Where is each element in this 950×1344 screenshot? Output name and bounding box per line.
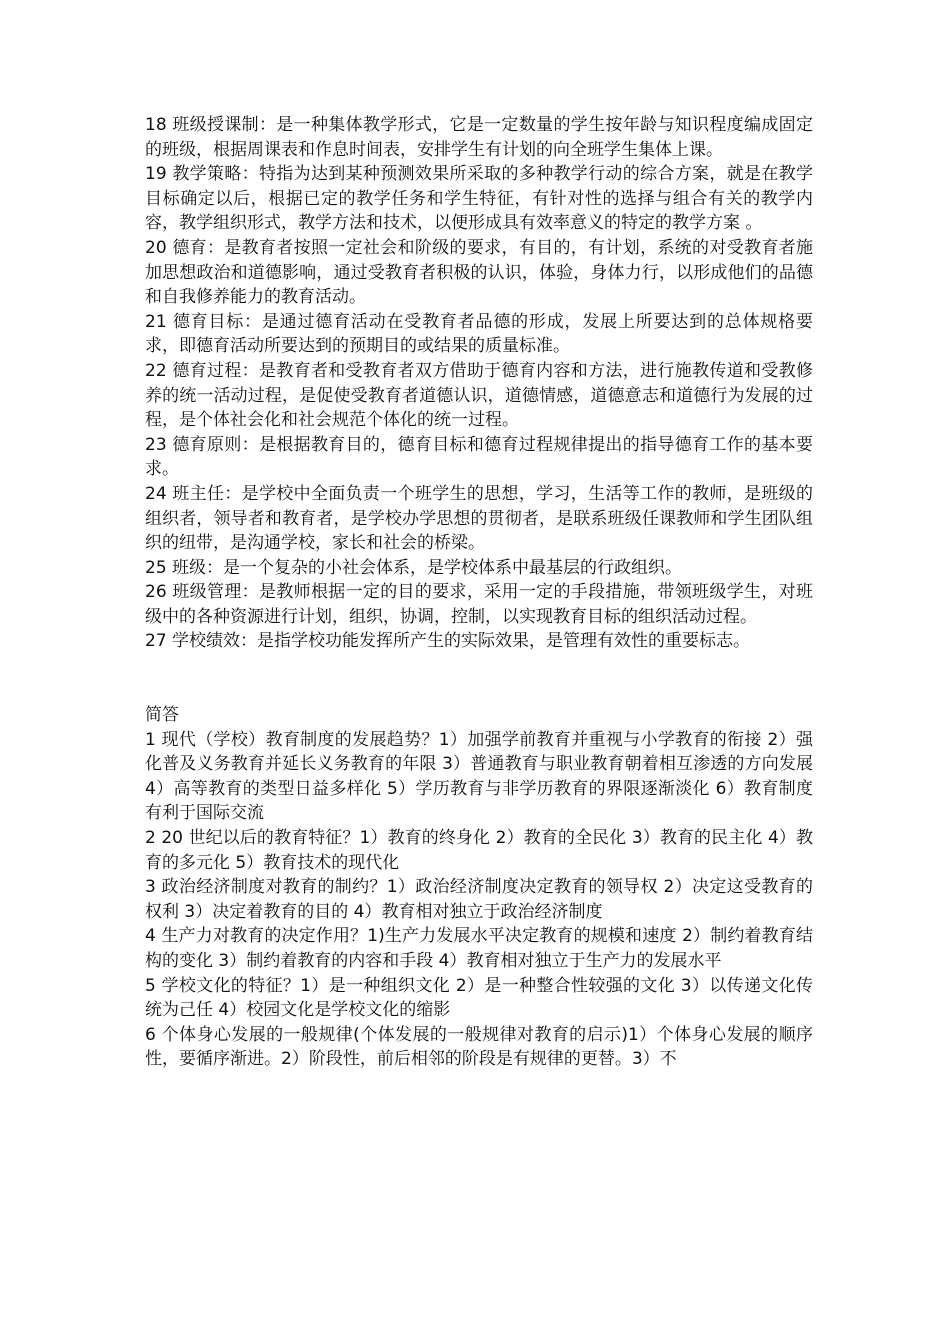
qa-item-3: 3 政治经济制度对教育的制约？1）政治经济制度决定教育的领导权 2）决定这受教育的权利 3）决定着教育的目的 4）教育相对独立于政治经济制度 — [145, 877, 813, 922]
section-gap — [145, 654, 813, 703]
qa-item-2: 2 20 世纪以后的教育特征？1）教育的终身化 2）教育的全民化 3）教育的民主化 4）教育的多元化 5）教育技术的现代化 — [145, 828, 813, 873]
document-page — [145, 113, 813, 1072]
definition-19: 19 教学策略：特指为达到某种预测效果所采取的多种教学行动的综合方案，就是在教学目标确定以后，根据已定的教学任务和学生特征，有针对性的选择与组合有关的教学内容，教学组织形式，教学方法和技术，以便形成具有效率意义的特定的教学方案 。 — [145, 164, 813, 234]
qa-item-4: 4 生产力对教育的决定作用？1)生产力发展水平决定教育的规模和速度 2）制约着教育结构的变化 3）制约着教育的内容和手段 4）教育相对独立于生产力的发展水平 — [145, 926, 813, 971]
definition-21: 21 德育目标：是通过德育活动在受教育者品德的形成，发展上所要达到的总体规格要求，即德育活动所要达到的预期目的或结果的质量标准。 — [145, 311, 813, 357]
definition-20: 20 德育：是教育者按照一定社会和阶级的要求，有目的，有计划，系统的对受教育者施加思想政治和道德影响，通过受教育者积极的认识，体验，身体力行，以形成他们的品德和自我修养能力的教育活动。 — [145, 237, 813, 308]
qa-item-1: 1 现代（学校）教育制度的发展趋势？1）加强学前教育并重视与小学教育的衔接 2）强化普及义务教育并延长义务教育的年限 3）普通教育与职业教育朝着相互渗透的方向发展 4）高等教育的类型日益多样化 5）学历教育与非学历教育的界限逐渐淡化 6）教育制度有利于国际交流 — [145, 729, 813, 824]
section-heading-short-answer: 简答 — [145, 705, 179, 726]
definition-26: 26 班级管理：是教师根据一定的目的要求，采用一定的手段措施，带领班级学生，对班级中的各种资源进行计划，组织，协调，控制，以实现教育目标的组织活动过程。 — [145, 582, 813, 627]
definition-24: 24 班主任：是学校中全面负责一个班学生的思想，学习，生活等工作的教师，是班级的组织者，领导者和教育者，是学校办学思想的贯彻者，是联系班级任课教师和学生团队组织的纽带，是沟通学校，家长和社会的桥梁。 — [145, 483, 813, 554]
definition-25: 25 班级：是一个复杂的小社会体系，是学校体系中最基层的行政组织。 — [145, 557, 683, 578]
definition-22: 22 德育过程：是教育者和受教育者双方借助于德育内容和方法，进行施教传道和受教修养的统一活动过程，是促使受教育者道德认识，道德情感，道德意志和道德行为发展的过程，是个体社会化和社会规范个体化的统一过程。 — [145, 360, 813, 431]
definition-27: 27 学校绩效：是指学校功能发挥所产生的实际效果，是管理有效性的重要标志。 — [145, 631, 751, 652]
qa-item-5: 5 学校文化的特征？1）是一种组织文化 2）是一种整合性较强的文化 3）以传递文化传统为己任 4）校园文化是学校文化的缩影 — [145, 975, 813, 1021]
definition-18: 18 班级授课制：是一种集体教学形式，它是一定数量的学生按年龄与知识程度编成固定的班级，根据周课表和作息时间表，安排学生有计划的向全班学生集体上课。 — [145, 115, 813, 160]
qa-item-6: 6 个体身心发展的一般规律(个体发展的一般规律对教育的启示)1）个体身心发展的顺序性，要循序渐进。2）阶段性，前后相邻的阶段是有规律的更替。3）不 — [145, 1024, 813, 1070]
definition-23: 23 德育原则：是根据教育目的，德育目标和德育过程规律提出的指导德育工作的基本要求。 — [145, 434, 813, 480]
